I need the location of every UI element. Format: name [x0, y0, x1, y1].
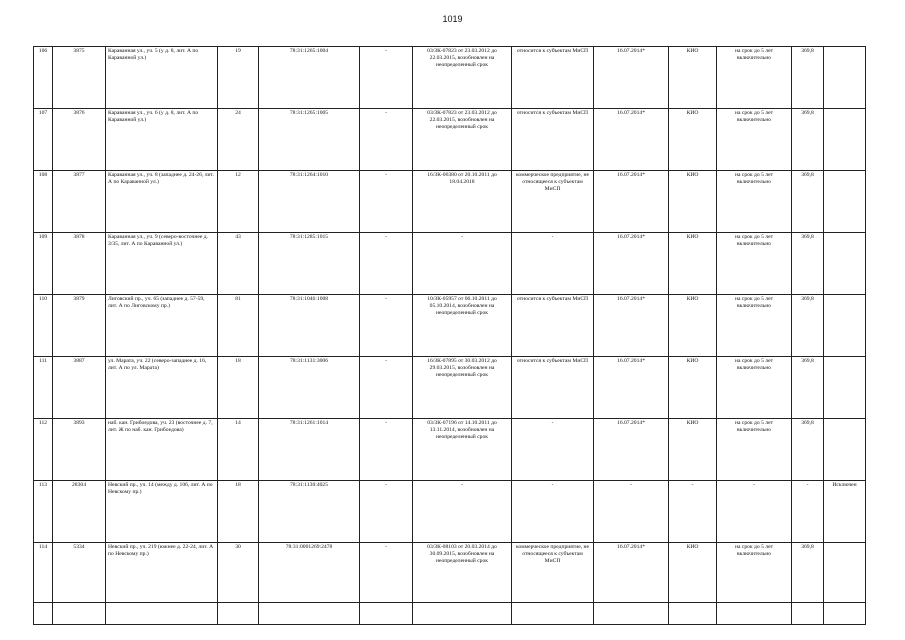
cadastral-number: 78:31:1261:1014	[259, 419, 360, 481]
table-row	[34, 295, 866, 357]
lease-document: 03/ЗК-07196 от 14.10.2011 до 13.11.2014, возобновлен на неопределенный срок	[413, 419, 512, 481]
row-number: 112	[34, 419, 53, 481]
lease-term: на срок до 5 лет включительно	[717, 171, 792, 233]
rate: 369,8	[792, 171, 824, 233]
lease-document: 03/ЗК-08103 от 20.03.2014 до 30.09.2015, возобновлен на неопределенный срок	[413, 543, 512, 603]
row-number: 113	[34, 481, 53, 543]
lease-term: на срок до 5 лет включительно	[717, 233, 792, 295]
dash-cell: -	[360, 419, 413, 481]
decision-date: 16.07.2014*	[594, 357, 669, 419]
lease-term: на срок до 5 лет включительно	[717, 47, 792, 109]
cadastral-number: 78:31:1264:1010	[259, 171, 360, 233]
tenant-category: относится к субъектам МиСП	[512, 109, 594, 171]
note	[824, 171, 866, 233]
authority: КИО	[669, 47, 717, 109]
area: 14	[218, 419, 259, 481]
area: 18	[218, 357, 259, 419]
empty-cell	[34, 603, 53, 625]
lease-term: на срок до 5 лет включительно	[717, 357, 792, 419]
rate: 369,8	[792, 295, 824, 357]
decision-date: 16.07.2014*	[594, 109, 669, 171]
area: 18	[218, 481, 259, 543]
dash-cell: -	[360, 357, 413, 419]
row-number: 110	[34, 295, 53, 357]
table-row	[34, 543, 866, 603]
table-row-empty	[34, 603, 866, 625]
tenant-category: коммерческое предприятие, не относящееся к субъектам МиСП	[512, 543, 594, 603]
empty-cell	[106, 603, 218, 625]
page-number: 1019	[442, 14, 463, 24]
table-row	[34, 109, 866, 171]
note	[824, 295, 866, 357]
tenant-category: относится к субъектам МиСП	[512, 357, 594, 419]
row-number: 109	[34, 233, 53, 295]
note	[824, 419, 866, 481]
tenant-category: -	[512, 481, 594, 543]
record-id: 28304	[53, 481, 106, 543]
lease-term: -	[717, 481, 792, 543]
decision-date: 16.07.2014*	[594, 543, 669, 603]
address: Караванная ул., уч. 5 (у д. 8, лит. А по Караванной ул.)	[106, 47, 218, 109]
authority: КИО	[669, 109, 717, 171]
rate: 369,8	[792, 543, 824, 603]
row-number: 111	[34, 357, 53, 419]
area: 43	[218, 233, 259, 295]
register-table	[33, 46, 866, 625]
empty-cell	[512, 603, 594, 625]
empty-cell	[792, 603, 824, 625]
authority: КИО	[669, 233, 717, 295]
tenant-category: относится к субъектам МиСП	[512, 295, 594, 357]
cadastral-number: 78:31:0001269:2478	[259, 543, 360, 603]
address: наб. кан. Грибоедова, уч. 23 (восточнее д. 7, лит. Ж по наб. кан. Грибоедова)	[106, 419, 218, 481]
decision-date: 16.07.2014*	[594, 233, 669, 295]
address: Караванная ул., уч. 6 (у д. 8, лит. А по Караванной ул.)	[106, 109, 218, 171]
empty-cell	[824, 603, 866, 625]
authority: КИО	[669, 295, 717, 357]
empty-cell	[218, 603, 259, 625]
dash-cell: -	[360, 109, 413, 171]
cadastral-number: 78:31:1130:4025	[259, 481, 360, 543]
address: Невский пр., уч. 14 (между д. 106, лит. А по Невскому пр.)	[106, 481, 218, 543]
tenant-category: -	[512, 233, 594, 295]
table-row	[34, 233, 866, 295]
lease-document: -	[413, 233, 512, 295]
table-row	[34, 419, 866, 481]
table-row	[34, 481, 866, 543]
cadastral-number: 78:31:1046:1008	[259, 295, 360, 357]
area: 12	[218, 171, 259, 233]
address: Караванная ул., уч. 8 (западнее д. 24-26, лит. А по Караванной ул.)	[106, 171, 218, 233]
tenant-category: относится к субъектам МиСП	[512, 47, 594, 109]
dash-cell: -	[360, 543, 413, 603]
lease-term: на срок до 5 лет включительно	[717, 543, 792, 603]
note	[824, 47, 866, 109]
lease-term: на срок до 5 лет включительно	[717, 419, 792, 481]
note	[824, 357, 866, 419]
rate: 369,8	[792, 109, 824, 171]
note	[824, 543, 866, 603]
lease-document: 03/ЗК-07823 от 23.03.2012 до 22.03.2015, возобновлен на неопределенный срок	[413, 47, 512, 109]
lease-document: 16/ЗК-07895 от 30.03.2012 до 29.03.2015, возобновлен на неопределенный срок	[413, 357, 512, 419]
rate: 369,8	[792, 47, 824, 109]
empty-cell	[413, 603, 512, 625]
lease-document: -	[413, 481, 512, 543]
record-id: 3893	[53, 419, 106, 481]
empty-cell	[717, 603, 792, 625]
record-id: 5334	[53, 543, 106, 603]
tenant-category: -	[512, 419, 594, 481]
lease-term: на срок до 5 лет включительно	[717, 295, 792, 357]
address: ул. Марата, уч. 22 (северо-западнее д. 16, лит. А по ул. Марата)	[106, 357, 218, 419]
area: 81	[218, 295, 259, 357]
row-number: 107	[34, 109, 53, 171]
rate: -	[792, 481, 824, 543]
record-id: 3877	[53, 171, 106, 233]
table-row	[34, 47, 866, 109]
authority: КИО	[669, 357, 717, 419]
row-number: 106	[34, 47, 53, 109]
record-id: 3887	[53, 357, 106, 419]
address: Караванная ул., уч. 9 (северо-восточнее д. 3/35, лит. А по Караванной ул.)	[106, 233, 218, 295]
lease-term: на срок до 5 лет включительно	[717, 109, 792, 171]
tenant-category: коммерческое предприятие, не относящееся к субъектам МиСП	[512, 171, 594, 233]
empty-cell	[360, 603, 413, 625]
cadastral-number: 78:31:1285:1015	[259, 233, 360, 295]
authority: КИО	[669, 419, 717, 481]
rate: 369,8	[792, 357, 824, 419]
row-number: 114	[34, 543, 53, 603]
dash-cell: -	[360, 295, 413, 357]
note: Исключен	[824, 481, 866, 543]
lease-document: 16/ЗК-06380 от 20.10.2011 до 18.04.2018	[413, 171, 512, 233]
lease-document: 03/ЗК-07823 от 23.03.2012 до 22.03.2015, возобновлен на неопределенный срок	[413, 109, 512, 171]
cadastral-number: 78:31:1265:1004	[259, 47, 360, 109]
cadastral-number: 78:31:1131:3006	[259, 357, 360, 419]
area: 19	[218, 47, 259, 109]
note	[824, 233, 866, 295]
cadastral-number: 78:31:1265:1005	[259, 109, 360, 171]
dash-cell: -	[360, 47, 413, 109]
dash-cell: -	[360, 481, 413, 543]
row-number: 108	[34, 171, 53, 233]
area: 24	[218, 109, 259, 171]
dash-cell: -	[360, 233, 413, 295]
decision-date: 16.07.2014*	[594, 295, 669, 357]
note	[824, 109, 866, 171]
decision-date: 16.07.2014*	[594, 419, 669, 481]
table-row	[34, 171, 866, 233]
record-id: 3875	[53, 47, 106, 109]
authority: КИО	[669, 171, 717, 233]
dash-cell: -	[360, 171, 413, 233]
rate: 369,8	[792, 419, 824, 481]
decision-date: -	[594, 481, 669, 543]
authority: КИО	[669, 543, 717, 603]
lease-document: 10/ЗК-05957 от 06.10.2011 до 05.10.2014, возобновлен на неопределенный срок	[413, 295, 512, 357]
empty-cell	[594, 603, 669, 625]
record-id: 3876	[53, 109, 106, 171]
empty-cell	[669, 603, 717, 625]
record-id: 3878	[53, 233, 106, 295]
table-row	[34, 357, 866, 419]
rate: 369,8	[792, 233, 824, 295]
decision-date: 16.07.2014*	[594, 171, 669, 233]
empty-cell	[53, 603, 106, 625]
area: 30	[218, 543, 259, 603]
authority: -	[669, 481, 717, 543]
address: Лиговский пр., уч. 65 (западнее д. 57-59, лит. А по Лиговскому пр.)	[106, 295, 218, 357]
address: Невский пр., уч. 219 (южнее д. 22-24, лит. А по Невскому пр.)	[106, 543, 218, 603]
decision-date: 16.07.2014*	[594, 47, 669, 109]
empty-cell	[259, 603, 360, 625]
record-id: 3879	[53, 295, 106, 357]
